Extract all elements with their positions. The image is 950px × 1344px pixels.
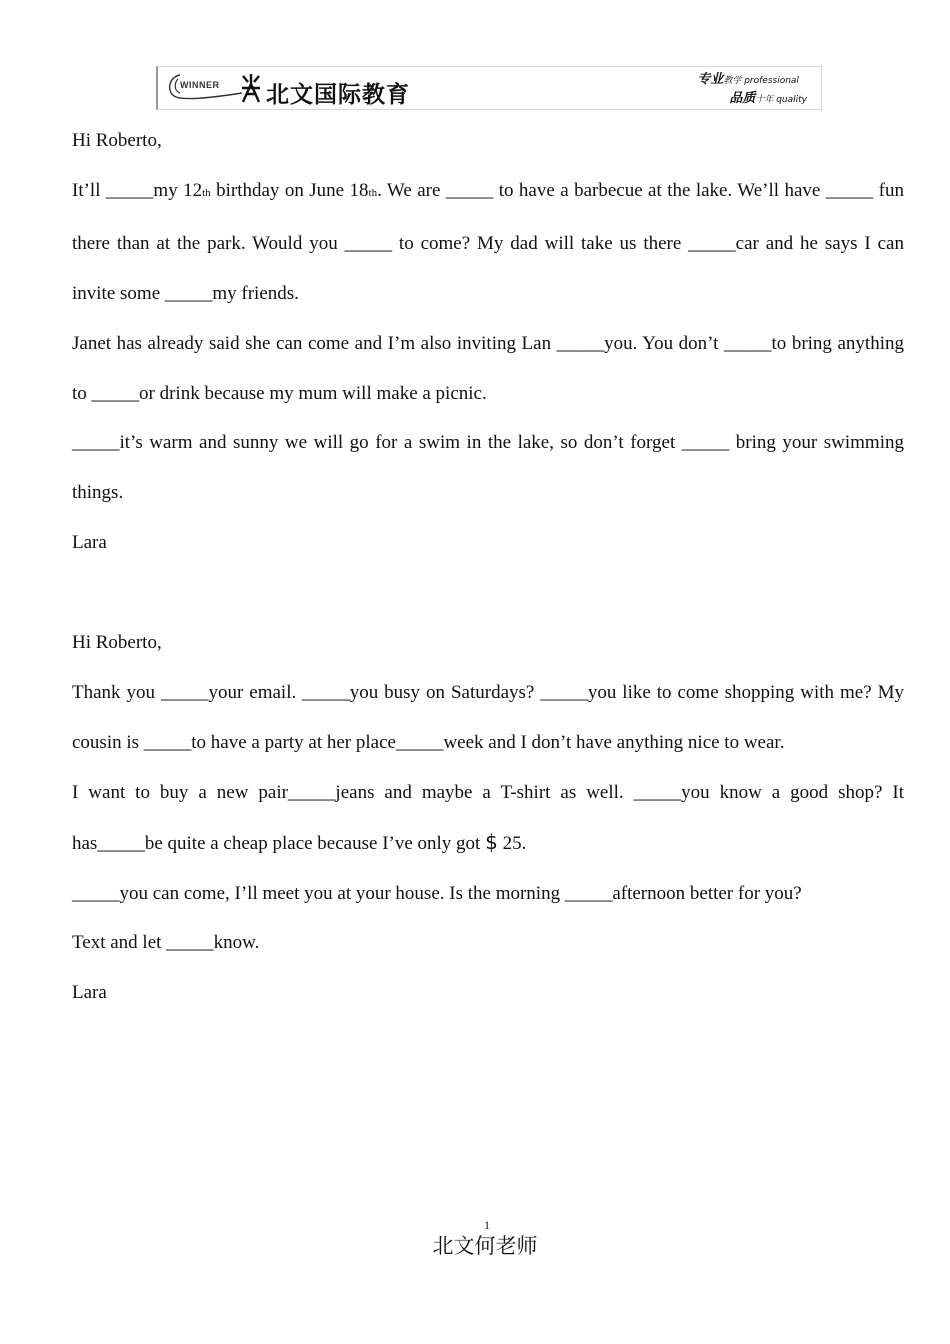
slogan-line2-sub: 十年 quality [755,95,807,105]
document-body [72,116,904,1018]
letter2-paragraph-1: Thank you _____your email. _____you busy on Saturdays? _____you like to come shopping with me? My cousin is _____to have a party at her place_____week and I don’t have anything nice to wear. [72,681,904,753]
letter2-signature: Lara [72,982,107,1004]
slogan-line1-main: 专业 [697,72,724,87]
letter1-p1-part-c: . We are _____ to have a barbecue at the lake. We’ll have _____ fun there than at the park. Would you _____ to come? My dad will take us there _____car and he says I can invite some _____my friends. [72,179,904,304]
brand-emblem-icon [240,72,262,104]
page-number: 1 [484,1218,490,1232]
spacer [72,568,904,618]
footer-text: 北文何老师 [432,1234,538,1258]
logo-text: WINNER [180,80,220,90]
letter2-paragraph-4: Text and let _____know. [72,932,260,954]
letter2-paragraph-3: _____you can come, I’ll meet you at your house. Is the morning _____afternoon better for you? [72,882,802,904]
slogan [697,71,807,109]
superscript-th: th [202,186,211,199]
letter1-paragraph-3: _____it’s warm and sunny we will go for a swim in the lake, so don’t forget _____ bring your swimming things. [72,432,904,504]
superscript-th: th [368,186,378,199]
letter1-signature: Lara [72,532,107,554]
letter2-p2-part-b: 25. [497,832,527,854]
letter2-paragraph-2 [72,768,904,869]
brand-name: 北文国际教育 [266,82,410,108]
dollar-sign: $ [485,829,498,854]
slogan-line2-main: 品质 [729,91,756,106]
slogan-line1-sub: 教学 professional [723,76,799,86]
letter1-p1-part-a: It’ll _____my 12 [72,179,203,201]
letter1-paragraph-2: Janet has already said she can come and I’m also inviting Lan _____you. You don’t _____to bring anything to _____or drink because my mum will make a picnic. [72,332,904,404]
letter2-p2-part-a: I want to buy a new pair_____jeans and maybe a T-shirt as well. _____you know a good shop? It has_____be quite a cheap place because I’ve only got [72,781,904,854]
letter1-greeting: Hi Roberto, [72,130,162,151]
letter1-paragraph-1 [72,166,904,319]
letter2-greeting: Hi Roberto, [72,632,162,654]
letter1-p1-part-b: birthday on June 18 [210,179,369,201]
page-header [156,66,822,110]
